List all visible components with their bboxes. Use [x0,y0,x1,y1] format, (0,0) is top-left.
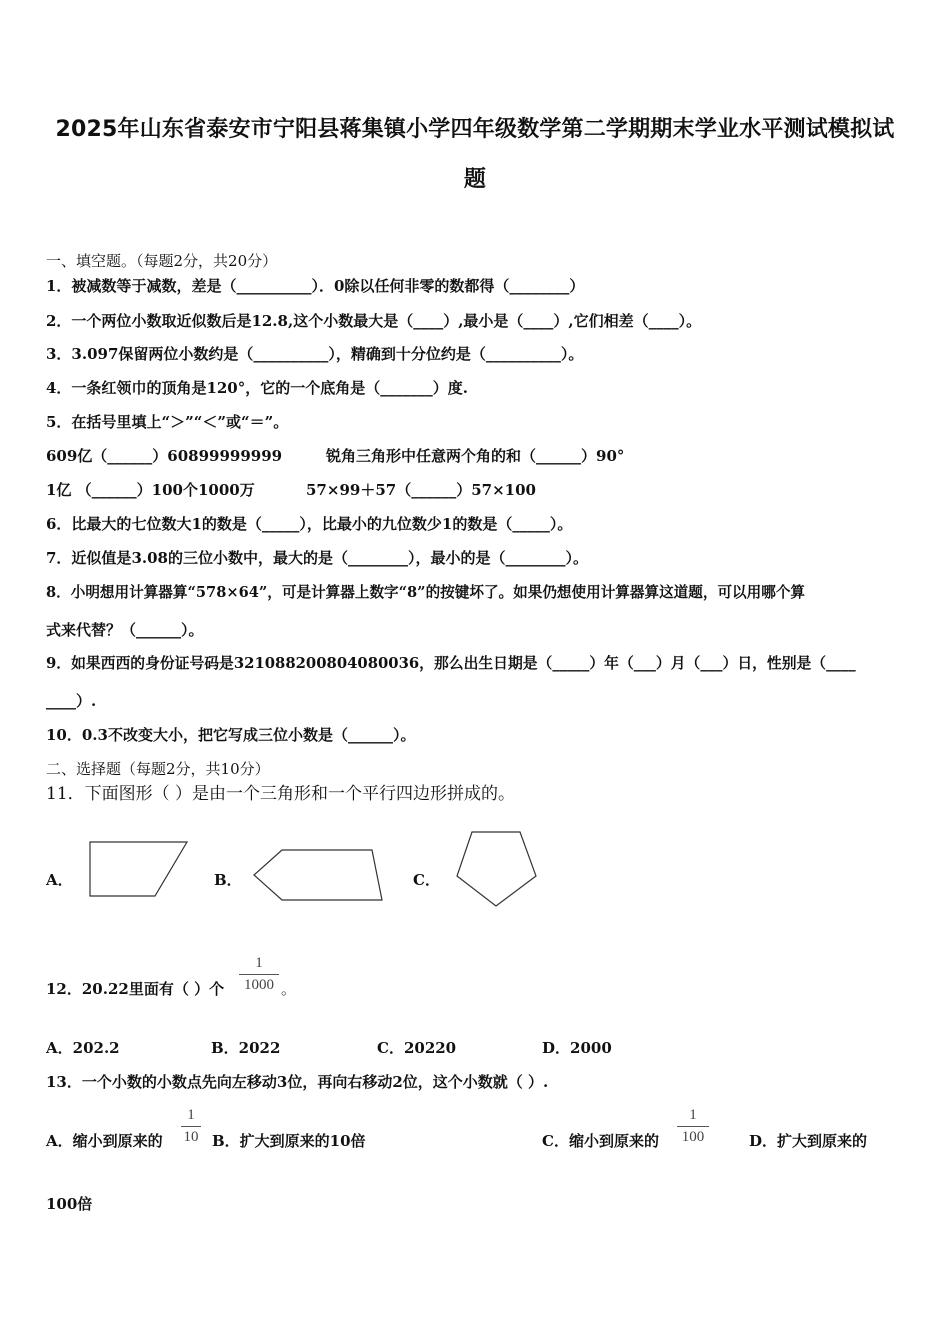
question-9-line2: ____）. [46,692,97,710]
section2-heading: 二、选择题（每题2分，共10分） [46,760,270,778]
question-13: 13．一个小数的小数点先向左移动3位，再向右移动2位，这个小数就（ ）. [46,1073,549,1091]
question-8-line1: 8．小明想用计算器算“578×64”，可是计算器上数字“8”的按键坏了。如果仍想使用计算器算这道题，可以用哪个算 [46,584,806,601]
q12-option-d: D．2000 [542,1039,612,1057]
section1-heading: 一、填空题。（每题2分，共20分） [46,252,278,270]
question-5: 5．在括号里填上“＞”“＜”或“＝”。 [46,413,289,431]
question-1: 1．被减数等于减数，差是（__________）．0除以任何非零的数都得（________） [46,277,585,295]
question-5-row2-left: 1亿 （______）100个1000万 [46,481,255,499]
q13-option-b: B．扩大到原来的10倍 [212,1132,366,1150]
question-6: 6．比最大的七位数大1的数是（_____），比最小的九位数少1的数是（_____）。 [46,515,573,533]
exam-title-line1: 2025年山东省泰安市宁阳县蒋集镇小学四年级数学第二学期期末学业水平测试模拟试 [55,117,895,142]
q11-option-b-label: B． [214,871,242,889]
question-11: 11．下面图形（ ）是由一个三角形和一个平行四边形拼成的。 [46,784,516,804]
question-2: 2．一个两位小数取近似数后是12.8,这个小数最大是（____）,最小是（____）,它们相差（____）。 [46,312,702,330]
q13-a-denominator: 10 [183,1129,199,1145]
question-9-line1: 9．如果西西的身份证号码是321088200804080036，那么出生日期是（_____）年（___）月（___）日，性别是（____ [46,655,856,672]
q13-option-c: C．缩小到原来的 [542,1132,659,1150]
q11-option-b-shape [250,846,386,904]
fraction-bar [181,1126,201,1127]
q12-fraction-numerator: 1 [255,955,263,971]
q11-option-c-shape [452,828,540,910]
question-8-line2: 式来代替？（______）。 [46,621,204,639]
question-10: 10．0.3不改变大小，把它写成三位小数是（______）。 [46,726,416,744]
q13-option-d-continued: 100倍 [46,1195,93,1213]
fraction-bar [677,1126,709,1127]
q12-option-c: C．20220 [377,1039,457,1057]
q13-option-a: A．缩小到原来的 [46,1132,163,1150]
q12-option-a: A．202.2 [46,1039,120,1057]
question-12-suffix: 。 [281,980,297,998]
q13-c-numerator: 1 [689,1107,697,1123]
exam-title-line2: 题 [463,167,487,192]
q11-option-a-shape [85,838,190,900]
q12-fraction [239,955,279,994]
q12-fraction-denominator: 1000 [244,977,274,993]
question-12-prefix: 12．20.22里面有（ ）个 [46,980,225,998]
question-5-row2-right: 57×99＋57（______）57×100 [306,481,536,499]
q13-option-d: D．扩大到原来的 [749,1132,868,1150]
q13-option-c-fraction [673,1107,713,1146]
q11-option-c-label: C． [413,871,440,889]
question-3: 3．3.097保留两位小数约是（__________），精确到十分位约是（__________）。 [46,345,584,363]
fraction-bar [239,974,279,975]
question-7: 7．近似值是3.08的三位小数中，最大的是（________），最小的是（________）。 [46,549,588,567]
q13-option-a-fraction [171,1107,211,1146]
q13-a-numerator: 1 [187,1107,195,1123]
question-5-row1-right: 锐角三角形中任意两个角的和（______）90° [326,447,625,465]
q11-option-a-label: A． [46,871,73,889]
q12-option-b: B．2022 [211,1039,281,1057]
question-5-row1-left: 609亿（______）60899999999 [46,447,283,465]
question-4: 4．一条红领巾的顶角是120°，它的一个底角是（_______）度. [46,379,468,397]
q13-c-denominator: 100 [681,1129,705,1145]
